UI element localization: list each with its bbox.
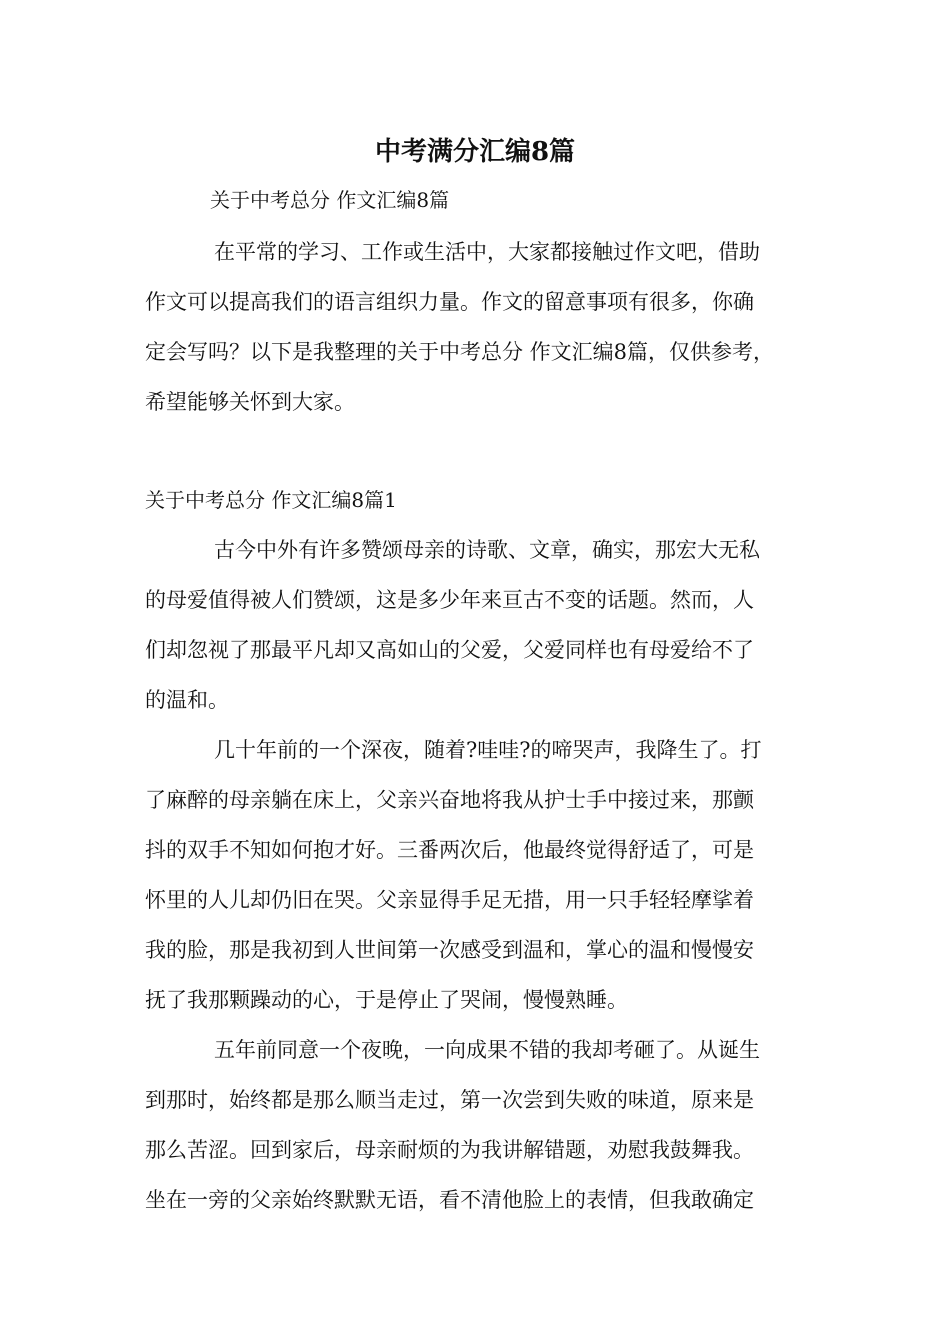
document-title: 中考满分汇编8篇	[374, 137, 576, 167]
body-line: 古今中外有许多赞颂母亲的诗歌、文章，确实，那宏大无私	[214, 538, 760, 562]
body-line: 的温和。	[145, 688, 229, 712]
body-line: 了麻醉的母亲躺在床上，父亲兴奋地将我从护士手中接过来，那颤	[145, 788, 754, 812]
intro-line: 希望能够关怀到大家。	[145, 390, 355, 414]
body-line: 坐在一旁的父亲始终默默无语，看不清他脸上的表情，但我敢确定	[145, 1188, 754, 1212]
body-line: 抖的双手不知如何抱才好。三番两次后，他最终觉得舒适了，可是	[145, 838, 754, 862]
intro-line: 在平常的学习、工作或生活中，大家都接触过作文吧，借助	[214, 240, 760, 264]
body-line: 那么苦涩。回到家后，母亲耐烦的为我讲解错题，劝慰我鼓舞我。	[145, 1138, 754, 1162]
intro-line: 定会写吗？以下是我整理的关于中考总分 作文汇编8篇，仅供参考，	[145, 340, 775, 364]
intro-line: 作文可以提高我们的语言组织力量。作文的留意事项有很多，你确	[145, 290, 754, 314]
body-line: 几十年前的一个深夜，随着?哇哇?的啼哭声，我降生了。打	[214, 738, 762, 762]
body-line: 的母爱值得被人们赞颂，这是多少年来亘古不变的话题。然而，人	[145, 588, 754, 612]
body-line: 我的脸，那是我初到人世间第一次感受到温和，掌心的温和慢慢安	[145, 938, 754, 962]
document-subtitle: 关于中考总分 作文汇编8篇	[210, 188, 450, 212]
body-line: 五年前同意一个夜晚，一向成果不错的我却考砸了。从诞生	[214, 1038, 760, 1062]
body-line: 们却忽视了那最平凡却又高如山的父爱，父爱同样也有母爱给不了	[145, 638, 754, 662]
section-heading: 关于中考总分 作文汇编8篇1	[145, 488, 397, 512]
body-line: 怀里的人儿却仍旧在哭。父亲显得手足无措，用一只手轻轻摩挲着	[145, 888, 754, 912]
body-line: 到那时，始终都是那么顺当走过，第一次尝到失败的味道，原来是	[145, 1088, 754, 1112]
body-line: 抚了我那颗躁动的心，于是停止了哭闹，慢慢熟睡。	[145, 988, 628, 1012]
